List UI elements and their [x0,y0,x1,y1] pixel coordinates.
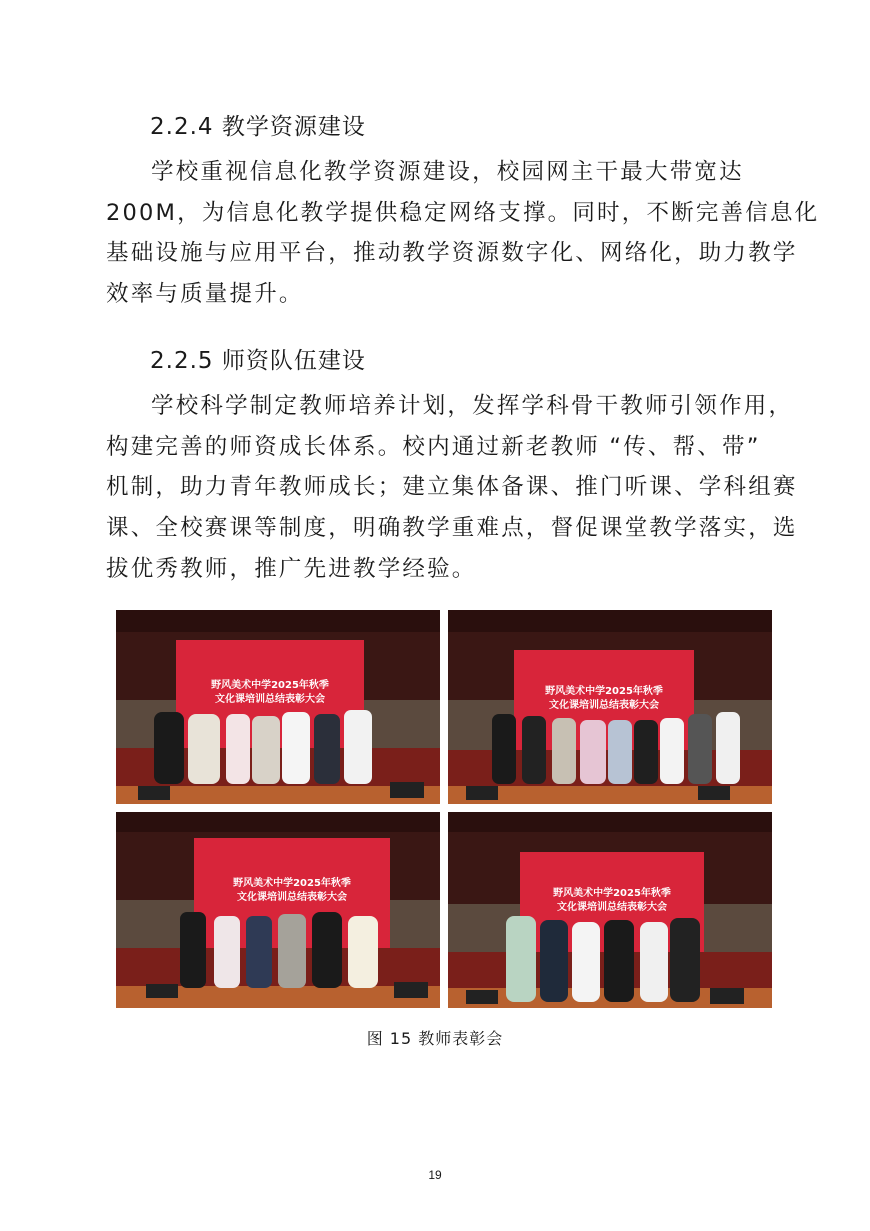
banner-line-2: 文化课培训总结表彰大会 [237,892,347,903]
heading-2-2-4: 2.2.4 教学资源建设 [150,114,366,140]
award-photo-3-image [116,812,440,1008]
banner-line-2: 文化课培训总结表彰大会 [215,694,325,705]
banner-line-2: 文化课培训总结表彰大会 [557,902,667,913]
paragraph-teaching-resources [106,152,820,315]
award-photo-4-image [448,812,772,1008]
text-line [106,386,794,427]
banner-line-1: 野风美术中学2025年秋季 [545,686,663,697]
banner-line-1: 野风美术中学2025年秋季 [553,888,671,899]
banner-line-1: 野风美术中学2025年秋季 [233,878,351,889]
figure-caption: 图 15 教师表彰会 [366,1029,504,1048]
text-line: 拔优秀教师，推广先进教学经验。 [106,555,477,582]
award-photo-4 [448,812,772,1008]
award-photo-1 [116,610,440,804]
text-line: 基础设施与应用平台，推动教学资源数字化、网络化，助力教学 [106,240,798,267]
banner-line-1: 野风美术中学2025年秋季 [211,680,329,691]
text-line-content: 学校科学制定教师培养计划，发挥学科骨干教师引领作用， [151,393,794,419]
award-photo-3 [116,812,440,1008]
award-photo-2 [448,610,772,804]
text-line: 200M，为信息化教学提供稳定网络支撑。同时，不断完善信息化 [106,199,820,226]
paragraph-teaching-staff [106,386,798,590]
page-number: 19 [428,1168,442,1182]
text-line: 效率与质量提升。 [106,281,304,308]
heading-2-2-5: 2.2.5 师资队伍建设 [150,348,366,374]
award-photo-2-image [448,610,772,804]
text-line: 机制，助力青年教师成长；建立集体备课、推门听课、学科组赛 [106,474,798,501]
text-line: 构建完善的师资成长体系。校内通过新老教师 “传、帮、带” [106,433,761,460]
text-line-content: 学校重视信息化教学资源建设，校园网主干最大带宽达 [151,159,744,185]
text-line: 课、全校赛课等制度，明确教学重难点，督促课堂教学落实，选 [106,515,798,542]
award-photo-1-image [116,610,440,804]
banner-line-2: 文化课培训总结表彰大会 [549,700,659,711]
people-row [492,712,740,784]
text-line [106,152,786,193]
